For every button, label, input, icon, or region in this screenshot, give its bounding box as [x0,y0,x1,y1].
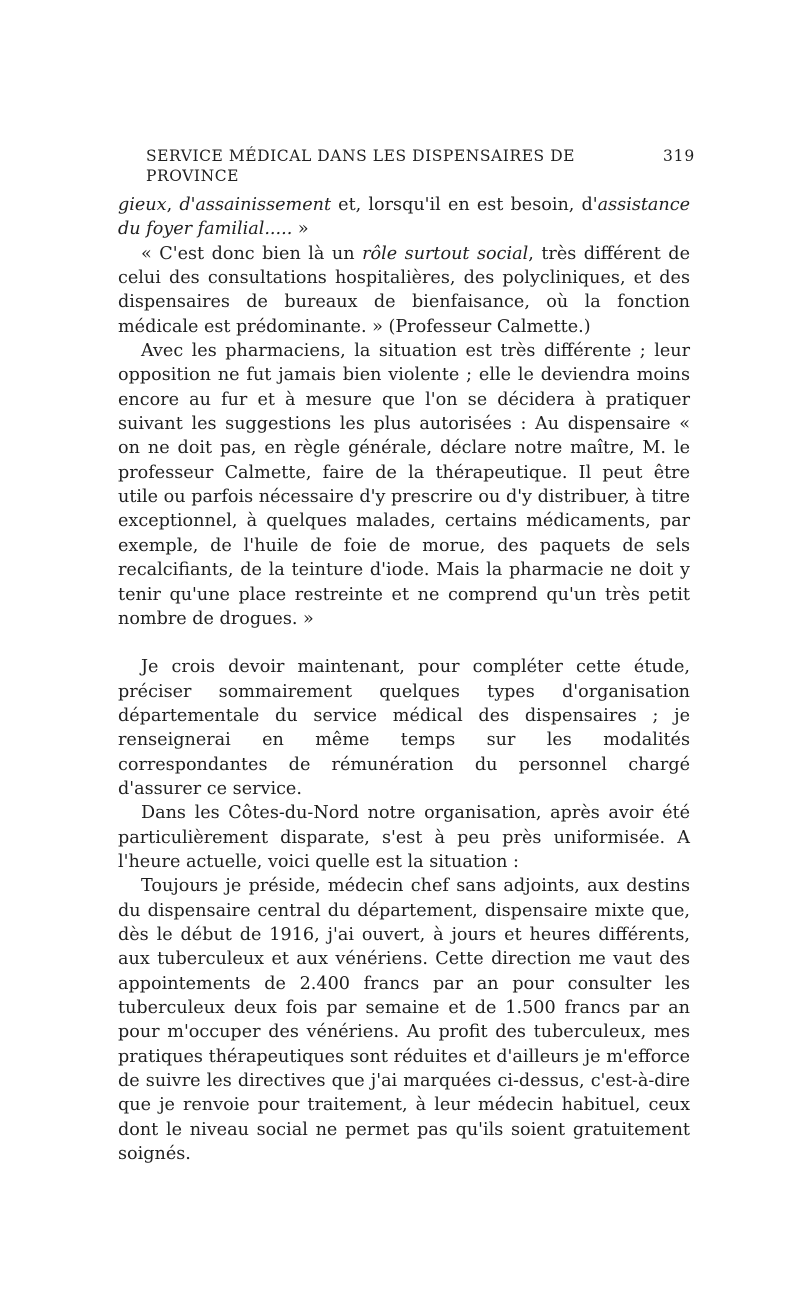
paragraph-cotes-du-nord: Dans les Côtes-du-Nord notre organisation, après avoir été particulièrement disparate, s'est à peu près uniformisée. A l'heure actuelle, voici quelle est la situation : [118,803,690,872]
paragraph-text: » [292,219,309,240]
italic-text: assistance du foyer familial..... [118,195,691,240]
running-title: SERVICE MÉDICAL DANS LES DISPENSAIRES DE PROVINCE [146,147,576,185]
paragraph-quote-end [118,193,690,242]
italic-text: gieux [118,195,167,215]
paragraph-text: et, lorsqu'il en est besoin, d' [331,195,598,215]
paragraph-organisation: Je crois devoir maintenant, pour compléter cette étude, préciser sommairement quelques types d'organisation départementale du service médical des dispensaires ; je renseignerai en même temps sur les modalités correspondantes de rémunération du personnel chargé d'assurer ce service. [118,657,690,799]
paragraph-central-dispensary: Toujours je préside, médecin chef sans adjoints, aux destins du dispensaire central du département, dispensaire mixte que, dès le début de 1916, j'ai ouvert, à jours et heures différents, aux tuberculeux et aux vénériens. Cette direction me vaut des appointements de 2.400 francs par an pour consulter les tuberculeux deux fois par semaine et de 1.500 francs par an pour m'occuper des vénériens. Au profit des tuberculeux, mes pratiques thérapeutiques sont réduites et d'ailleurs je m'efforce de suivre les directives que j'ai marquées ci-dessus, c'est-à-dire que je renvoie pour traitement, à leur médecin habituel, ceux dont le niveau social ne permet pas qu'ils soient gratuitement soignés. [118,876,690,1165]
paragraph-pharmacists: Avec les pharmaciens, la situation est très différente ; leur opposition ne fut jamais bien violente ; elle le deviendra moins encore au fur et à mesure que l'on se décidera à pratiquer suivant les suggestions les plus autorisées : Au dispensaire « on ne doit pas, en règle générale, déclare notre maître, M. le professeur Calmette, faire de la thérapeutique. Il peut être utile ou parfois nécessaire d'y prescrire ou d'y distribuer, à titre exceptionnel, à quelques malades, certains médicaments, par exemple, de l'huile de foie de morue, des paquets de sels recalcifiants, de la teinture d'iode. Mais la pharmacie ne doit y tenir qu'une place restreinte et ne comprend qu'un très petit nombre de drogues. » [118,341,690,629]
book-page [118,146,695,1166]
paragraph-social-role [118,242,690,339]
italic-text: rôle surtout social [362,243,529,264]
paragraph-text: , très différent de celui des consultations hospitalières, des polycliniques, et des dispensaires de bureaux de bienfaisance, où la fonction médicale est prédominante. » (Professeur Calmette.) [118,243,690,337]
italic-text: d'assainissement [179,195,332,215]
body-text [118,193,690,1166]
page-number: 319 [663,147,695,165]
paragraph-text: « C'est donc bien là un [141,243,363,264]
paragraph-text: , [166,195,180,215]
running-head [146,146,695,186]
